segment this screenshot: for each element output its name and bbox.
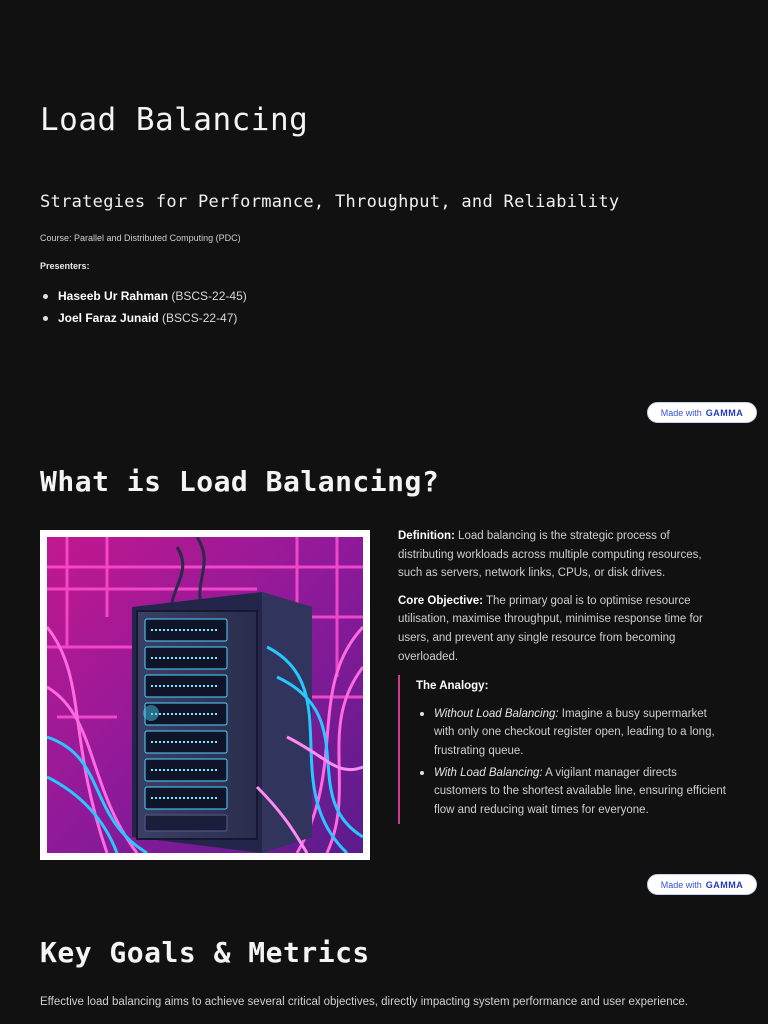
list-item — [416, 764, 728, 820]
objective-text: The primary goal is to optimise resource utilisation, maximise throughput, minimise response time for users, and prevent any single resource from becoming overloaded. — [398, 594, 703, 663]
definition-paragraph — [398, 527, 728, 583]
analogy-item-text: A vigilant manager directs customers to the shortest available line, ensuring efficient flow and reducing wait times for everyone. — [434, 766, 726, 816]
definition-text: Load balancing is the strategic process of distributing workloads across multiple computing resources, such as servers, network links, CPUs, or disk drives. — [398, 530, 702, 580]
analogy-title: The Analogy: — [416, 680, 489, 693]
made-with-gamma-button[interactable] — [647, 402, 757, 423]
presenter-id: (BSCS-22-45) — [171, 289, 247, 303]
definition-text-column — [398, 527, 728, 824]
presenters-list — [40, 287, 247, 331]
presenter-name: Haseeb Ur Rahman — [58, 289, 169, 303]
objective-paragraph — [398, 592, 728, 666]
badge-prefix: Made with — [660, 879, 702, 890]
section-heading-key-goals: Key Goals & Metrics — [40, 936, 370, 969]
objective-label: Core Objective: — [398, 594, 483, 607]
page-title: Load Balancing — [40, 102, 309, 138]
presenter-id: (BSCS-22-47) — [162, 311, 238, 325]
presenters-label: Presenters: — [40, 261, 90, 271]
analogy-item-text: Imagine a busy supermarket with only one checkout register open, leading to a long, frustrating queue. — [434, 707, 715, 757]
goals-intro-text: Effective load balancing aims to achieve several critical objectives, directly impacting system performance and user experience. — [40, 996, 688, 1008]
list-item — [40, 287, 247, 309]
analogy-list — [416, 705, 728, 820]
server-rack-illustration — [47, 537, 363, 853]
presenter-name: Joel Faraz Junaid — [58, 311, 159, 325]
server-rack-image — [40, 530, 370, 860]
gamma-logo: GAMMA — [705, 407, 744, 418]
section-heading-what-is: What is Load Balancing? — [40, 465, 440, 498]
analogy-item-label: Without Load Balancing: — [434, 707, 559, 720]
analogy-callout — [398, 675, 728, 824]
badge-prefix: Made with — [660, 407, 702, 418]
definition-label: Definition: — [398, 530, 455, 542]
gamma-logo: GAMMA — [705, 879, 744, 890]
analogy-item-label: With Load Balancing: — [434, 766, 543, 779]
course-label: Course: Parallel and Distributed Computing (PDC) — [40, 233, 241, 243]
subtitle: Strategies for Performance, Throughput, and Reliability — [40, 192, 620, 212]
list-item — [416, 705, 728, 761]
made-with-gamma-button[interactable] — [647, 874, 757, 895]
list-item — [40, 309, 247, 331]
